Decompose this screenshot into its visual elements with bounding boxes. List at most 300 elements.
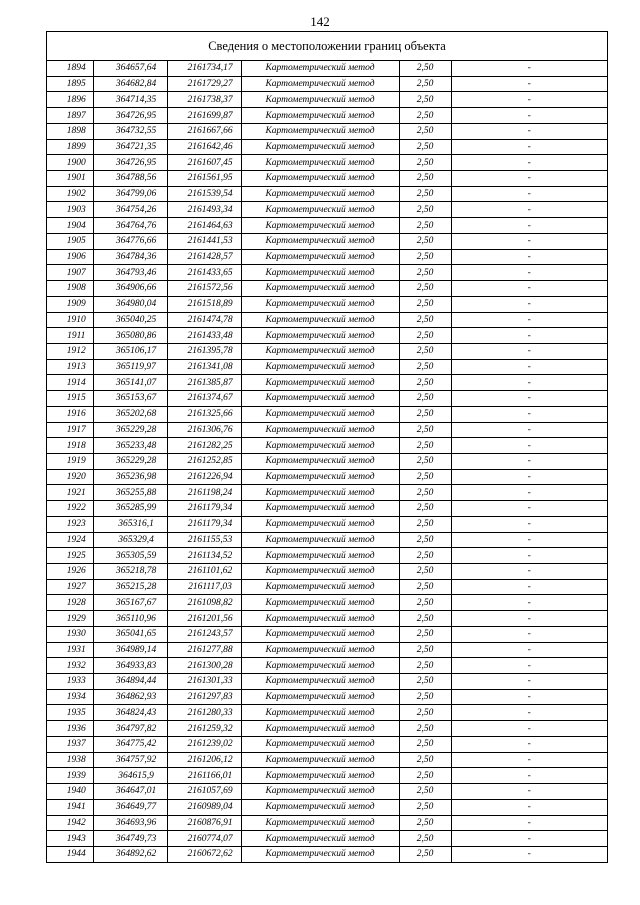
- table-row: [47, 485, 607, 501]
- accuracy-cell: 2,50: [399, 831, 451, 847]
- x-coordinate-cell: 365119,97: [93, 359, 167, 375]
- x-coordinate-cell: 365316,1: [93, 516, 167, 532]
- description-cell: -: [451, 752, 607, 768]
- description-cell: -: [451, 438, 607, 454]
- description-cell: -: [451, 155, 607, 171]
- method-cell: Картометрический метод: [241, 674, 399, 690]
- method-cell: Картометрический метод: [241, 61, 399, 76]
- y-coordinate-cell: 2161226,94: [167, 469, 241, 485]
- description-cell: -: [451, 611, 607, 627]
- accuracy-cell: 2,50: [399, 799, 451, 815]
- x-coordinate-cell: 365285,99: [93, 501, 167, 517]
- table-row: [47, 92, 607, 108]
- y-coordinate-cell: 2161179,34: [167, 516, 241, 532]
- method-cell: Картометрический метод: [241, 343, 399, 359]
- point-number-cell: 1931: [47, 642, 93, 658]
- point-number-cell: 1942: [47, 815, 93, 831]
- accuracy-cell: 2,50: [399, 422, 451, 438]
- method-cell: Картометрический метод: [241, 391, 399, 407]
- accuracy-cell: 2,50: [399, 61, 451, 76]
- table-row: [47, 658, 607, 674]
- accuracy-cell: 2,50: [399, 485, 451, 501]
- table-row: [47, 76, 607, 92]
- method-cell: Картометрический метод: [241, 689, 399, 705]
- description-cell: -: [451, 249, 607, 265]
- y-coordinate-cell: 2161572,56: [167, 281, 241, 297]
- point-number-cell: 1910: [47, 312, 93, 328]
- description-cell: -: [451, 799, 607, 815]
- y-coordinate-cell: 2161297,83: [167, 689, 241, 705]
- table-row: [47, 564, 607, 580]
- table-row: [47, 815, 607, 831]
- accuracy-cell: 2,50: [399, 453, 451, 469]
- x-coordinate-cell: 365329,4: [93, 532, 167, 548]
- x-coordinate-cell: 365110,96: [93, 611, 167, 627]
- y-coordinate-cell: 2161738,37: [167, 92, 241, 108]
- description-cell: -: [451, 453, 607, 469]
- description-cell: -: [451, 391, 607, 407]
- x-coordinate-cell: 364799,06: [93, 186, 167, 202]
- point-number-cell: 1919: [47, 453, 93, 469]
- accuracy-cell: 2,50: [399, 846, 451, 861]
- description-cell: -: [451, 831, 607, 847]
- section-title: Сведения о местоположении границ объекта: [47, 32, 607, 61]
- accuracy-cell: 2,50: [399, 281, 451, 297]
- x-coordinate-cell: 365167,67: [93, 595, 167, 611]
- description-cell: -: [451, 359, 607, 375]
- table-row: [47, 642, 607, 658]
- point-number-cell: 1933: [47, 674, 93, 690]
- method-cell: Картометрический метод: [241, 831, 399, 847]
- method-cell: Картометрический метод: [241, 768, 399, 784]
- point-number-cell: 1911: [47, 328, 93, 344]
- x-coordinate-cell: 365153,67: [93, 391, 167, 407]
- point-number-cell: 1922: [47, 501, 93, 517]
- accuracy-cell: 2,50: [399, 658, 451, 674]
- table-row: [47, 406, 607, 422]
- table-row: [47, 532, 607, 548]
- point-number-cell: 1913: [47, 359, 93, 375]
- accuracy-cell: 2,50: [399, 689, 451, 705]
- x-coordinate-cell: 364776,66: [93, 233, 167, 249]
- accuracy-cell: 2,50: [399, 516, 451, 532]
- y-coordinate-cell: 2161301,33: [167, 674, 241, 690]
- table-row: [47, 281, 607, 297]
- description-cell: -: [451, 815, 607, 831]
- y-coordinate-cell: 2161734,17: [167, 61, 241, 76]
- method-cell: Картометрический метод: [241, 611, 399, 627]
- point-number-cell: 1895: [47, 76, 93, 92]
- table-row: [47, 469, 607, 485]
- y-coordinate-cell: 2161441,53: [167, 233, 241, 249]
- method-cell: Картометрический метод: [241, 846, 399, 861]
- description-cell: -: [451, 76, 607, 92]
- x-coordinate-cell: 364615,9: [93, 768, 167, 784]
- method-cell: Картометрический метод: [241, 799, 399, 815]
- description-cell: -: [527, 849, 531, 860]
- x-coordinate-cell: 365040,25: [93, 312, 167, 328]
- method-cell: Картометрический метод: [241, 202, 399, 218]
- method-cell: Картометрический метод: [241, 375, 399, 391]
- description-cell: -: [451, 501, 607, 517]
- accuracy-cell: 2,50: [399, 611, 451, 627]
- description-cell: -: [451, 123, 607, 139]
- y-coordinate-cell: 2160989,04: [167, 799, 241, 815]
- y-coordinate-cell: 2161395,78: [167, 343, 241, 359]
- method-cell: Картометрический метод: [241, 171, 399, 187]
- point-number-cell: 1928: [47, 595, 93, 611]
- description-cell: -: [451, 469, 607, 485]
- table-row: [47, 438, 607, 454]
- description-cell: -: [451, 784, 607, 800]
- point-number-cell: 1902: [47, 186, 93, 202]
- accuracy-cell: 2,50: [399, 532, 451, 548]
- table-row: [47, 674, 607, 690]
- method-cell: Картометрический метод: [241, 658, 399, 674]
- point-number-cell: 1927: [47, 579, 93, 595]
- point-number-cell: 1944: [47, 846, 93, 861]
- table-row: [47, 249, 607, 265]
- method-cell: Картометрический метод: [241, 422, 399, 438]
- accuracy-cell: 2,50: [399, 92, 451, 108]
- method-cell: Картометрический метод: [241, 626, 399, 642]
- method-cell: Картометрический метод: [241, 328, 399, 344]
- description-cell: -: [451, 218, 607, 234]
- point-number-cell: 1901: [47, 171, 93, 187]
- table-row: [47, 501, 607, 517]
- method-cell: Картометрический метод: [241, 784, 399, 800]
- method-cell: Картометрический метод: [241, 92, 399, 108]
- description-cell: -: [451, 705, 607, 721]
- description-cell: -: [451, 375, 607, 391]
- description-cell: -: [451, 689, 607, 705]
- x-coordinate-cell: 364933,83: [93, 658, 167, 674]
- x-coordinate-cell: 365215,28: [93, 579, 167, 595]
- accuracy-cell: 2,50: [399, 375, 451, 391]
- point-number-cell: 1938: [47, 752, 93, 768]
- y-coordinate-cell: 2161607,45: [167, 155, 241, 171]
- accuracy-cell: 2,50: [399, 752, 451, 768]
- table-row: [47, 312, 607, 328]
- description-cell: -: [451, 202, 607, 218]
- y-coordinate-cell: 2161518,89: [167, 296, 241, 312]
- x-coordinate-cell: 365106,17: [93, 343, 167, 359]
- method-cell: Картометрический метод: [241, 548, 399, 564]
- accuracy-cell: 2,50: [399, 202, 451, 218]
- table-row: [47, 579, 607, 595]
- accuracy-cell: 2,50: [399, 626, 451, 642]
- x-coordinate-cell: 364784,36: [93, 249, 167, 265]
- table-row: [47, 626, 607, 642]
- x-coordinate-cell: 364657,64: [93, 61, 167, 76]
- y-coordinate-cell: 2160774,07: [167, 831, 241, 847]
- table-row: [47, 846, 607, 861]
- method-cell: Картометрический метод: [241, 642, 399, 658]
- accuracy-cell: 2,50: [399, 171, 451, 187]
- description-cell: -: [451, 265, 607, 281]
- accuracy-cell: 2,50: [399, 674, 451, 690]
- table-row: [47, 139, 607, 155]
- accuracy-cell: 2,50: [399, 815, 451, 831]
- point-number-cell: 1925: [47, 548, 93, 564]
- accuracy-cell: 2,50: [399, 579, 451, 595]
- table-row: [47, 171, 607, 187]
- y-coordinate-cell: 2161642,46: [167, 139, 241, 155]
- accuracy-cell: 2,50: [399, 595, 451, 611]
- method-cell: Картометрический метод: [241, 453, 399, 469]
- table-row: [47, 784, 607, 800]
- table-row: [47, 548, 607, 564]
- x-coordinate-cell: 364749,73: [93, 831, 167, 847]
- y-coordinate-cell: 2161239,02: [167, 736, 241, 752]
- method-cell: Картометрический метод: [241, 155, 399, 171]
- method-cell: Картометрический метод: [241, 312, 399, 328]
- table-row: [47, 375, 607, 391]
- method-cell: Картометрический метод: [241, 485, 399, 501]
- table-row: [47, 705, 607, 721]
- method-cell: Картометрический метод: [241, 108, 399, 124]
- y-coordinate-cell: 2161243,57: [167, 626, 241, 642]
- y-coordinate-cell: 2161464,63: [167, 218, 241, 234]
- x-coordinate-cell: 364989,14: [93, 642, 167, 658]
- method-cell: Картометрический метод: [241, 233, 399, 249]
- description-cell: -: [451, 312, 607, 328]
- point-number-cell: 1903: [47, 202, 93, 218]
- accuracy-cell: 2,50: [399, 548, 451, 564]
- method-cell: Картометрический метод: [241, 406, 399, 422]
- point-number-cell: 1935: [47, 705, 93, 721]
- point-number-cell: 1900: [47, 155, 93, 171]
- x-coordinate-cell: 364754,26: [93, 202, 167, 218]
- point-number-cell: 1904: [47, 218, 93, 234]
- point-number-cell: 1920: [47, 469, 93, 485]
- y-coordinate-cell: 2161277,88: [167, 642, 241, 658]
- y-coordinate-cell: 2161729,27: [167, 76, 241, 92]
- accuracy-cell: 2,50: [399, 768, 451, 784]
- point-number-cell: 1899: [47, 139, 93, 155]
- table-row: [47, 453, 607, 469]
- x-coordinate-cell: 365202,68: [93, 406, 167, 422]
- description-cell: -: [451, 548, 607, 564]
- y-coordinate-cell: 2161561,95: [167, 171, 241, 187]
- accuracy-cell: 2,50: [399, 438, 451, 454]
- method-cell: Картометрический метод: [241, 532, 399, 548]
- x-coordinate-cell: 365236,98: [93, 469, 167, 485]
- accuracy-cell: 2,50: [399, 218, 451, 234]
- description-cell: -: [451, 139, 607, 155]
- y-coordinate-cell: 2161306,76: [167, 422, 241, 438]
- point-number-cell: 1934: [47, 689, 93, 705]
- method-cell: Картометрический метод: [241, 438, 399, 454]
- description-cell: -: [451, 171, 607, 187]
- point-number-cell: 1923: [47, 516, 93, 532]
- page-number: 142: [310, 14, 330, 29]
- x-coordinate-cell: 364797,82: [93, 721, 167, 737]
- table-row: [47, 155, 607, 171]
- x-coordinate-cell: 364714,35: [93, 92, 167, 108]
- point-number-cell: 1937: [47, 736, 93, 752]
- x-coordinate-cell: 364682,84: [93, 76, 167, 92]
- accuracy-cell: 2,50: [399, 123, 451, 139]
- accuracy-cell: 2,50: [399, 233, 451, 249]
- method-cell: Картометрический метод: [241, 218, 399, 234]
- x-coordinate-cell: 364693,96: [93, 815, 167, 831]
- accuracy-cell: 2,50: [399, 108, 451, 124]
- coordinates-table: [47, 61, 607, 862]
- description-cell: -: [451, 595, 607, 611]
- y-coordinate-cell: 2161117,03: [167, 579, 241, 595]
- table-row: [47, 108, 607, 124]
- description-cell: -: [451, 328, 607, 344]
- method-cell: Картометрический метод: [241, 265, 399, 281]
- method-cell: Картометрический метод: [241, 516, 399, 532]
- accuracy-cell: 2,50: [399, 76, 451, 92]
- table-row: [47, 831, 607, 847]
- y-coordinate-cell: 2161201,56: [167, 611, 241, 627]
- point-number-cell: 1914: [47, 375, 93, 391]
- y-coordinate-cell: 2161259,32: [167, 721, 241, 737]
- table-row: [47, 799, 607, 815]
- description-cell: -: [451, 343, 607, 359]
- accuracy-cell: 2,50: [399, 186, 451, 202]
- point-number-cell: 1936: [47, 721, 93, 737]
- accuracy-cell: 2,50: [399, 249, 451, 265]
- table-row: [47, 391, 607, 407]
- table-row: [47, 736, 607, 752]
- accuracy-cell: 2,50: [399, 359, 451, 375]
- accuracy-cell: 2,50: [399, 642, 451, 658]
- x-coordinate-cell: 364788,56: [93, 171, 167, 187]
- description-cell: -: [451, 406, 607, 422]
- description-cell: -: [451, 658, 607, 674]
- point-number-cell: 1930: [47, 626, 93, 642]
- table-row: [47, 218, 607, 234]
- point-number-cell: 1907: [47, 265, 93, 281]
- table-row: [47, 296, 607, 312]
- y-coordinate-cell: 2160876,91: [167, 815, 241, 831]
- x-coordinate-cell: 365229,28: [93, 422, 167, 438]
- x-coordinate-cell: 364824,43: [93, 705, 167, 721]
- x-coordinate-cell: 364793,46: [93, 265, 167, 281]
- x-coordinate-cell: 364726,95: [93, 155, 167, 171]
- point-number-cell: 1929: [47, 611, 93, 627]
- accuracy-cell: 2,50: [399, 564, 451, 580]
- accuracy-cell: 2,50: [399, 391, 451, 407]
- accuracy-cell: 2,50: [399, 406, 451, 422]
- table-row: [47, 61, 607, 76]
- method-cell: Картометрический метод: [241, 501, 399, 517]
- method-cell: Картометрический метод: [241, 705, 399, 721]
- y-coordinate-cell: 2161155,53: [167, 532, 241, 548]
- y-coordinate-cell: 2161667,66: [167, 123, 241, 139]
- coordinates-sheet: [46, 31, 608, 863]
- table-row: [47, 752, 607, 768]
- x-coordinate-cell: 364862,93: [93, 689, 167, 705]
- description-cell: -: [451, 564, 607, 580]
- description-cell: -: [451, 296, 607, 312]
- y-coordinate-cell: 2161252,85: [167, 453, 241, 469]
- x-coordinate-cell: 364726,95: [93, 108, 167, 124]
- y-coordinate-cell: 2161428,57: [167, 249, 241, 265]
- table-row: [47, 422, 607, 438]
- x-coordinate-cell: 364732,55: [93, 123, 167, 139]
- description-cell: -: [451, 485, 607, 501]
- point-number-cell: 1906: [47, 249, 93, 265]
- method-cell: Картометрический метод: [241, 721, 399, 737]
- method-cell: Картометрический метод: [241, 123, 399, 139]
- point-number-cell: 1941: [47, 799, 93, 815]
- table-row: [47, 611, 607, 627]
- method-cell: Картометрический метод: [241, 736, 399, 752]
- y-coordinate-cell: 2161198,24: [167, 485, 241, 501]
- x-coordinate-cell: 364721,35: [93, 139, 167, 155]
- method-cell: Картометрический метод: [241, 595, 399, 611]
- method-cell: Картометрический метод: [241, 249, 399, 265]
- point-number-cell: 1924: [47, 532, 93, 548]
- y-coordinate-cell: 2161433,48: [167, 328, 241, 344]
- accuracy-cell: 2,50: [399, 155, 451, 171]
- x-coordinate-cell: 365305,59: [93, 548, 167, 564]
- description-cell: -: [451, 579, 607, 595]
- y-coordinate-cell: 2161374,67: [167, 391, 241, 407]
- table-row: [47, 595, 607, 611]
- description-cell: -: [451, 233, 607, 249]
- y-coordinate-cell: 2161101,62: [167, 564, 241, 580]
- accuracy-cell: 2,50: [399, 328, 451, 344]
- x-coordinate-cell: 365229,28: [93, 453, 167, 469]
- x-coordinate-cell: 364906,66: [93, 281, 167, 297]
- method-cell: Картометрический метод: [241, 281, 399, 297]
- y-coordinate-cell: 2161474,78: [167, 312, 241, 328]
- method-cell: Картометрический метод: [241, 564, 399, 580]
- accuracy-cell: 2,50: [399, 343, 451, 359]
- accuracy-cell: 2,50: [399, 312, 451, 328]
- point-number-cell: 1943: [47, 831, 93, 847]
- y-coordinate-cell: 2161206,12: [167, 752, 241, 768]
- description-cell: -: [451, 186, 607, 202]
- point-number-cell: 1921: [47, 485, 93, 501]
- point-number-cell: 1909: [47, 296, 93, 312]
- description-cell: -: [451, 642, 607, 658]
- x-coordinate-cell: 365041,65: [93, 626, 167, 642]
- table-row: [47, 689, 607, 705]
- y-coordinate-cell: 2161282,25: [167, 438, 241, 454]
- point-number-cell: 1918: [47, 438, 93, 454]
- table-row: [47, 516, 607, 532]
- y-coordinate-cell: 2161539,54: [167, 186, 241, 202]
- method-cell: Картометрический метод: [241, 579, 399, 595]
- method-cell: Картометрический метод: [241, 752, 399, 768]
- accuracy-cell: 2,50: [399, 736, 451, 752]
- description-cell: -: [451, 516, 607, 532]
- y-coordinate-cell: 2161325,66: [167, 406, 241, 422]
- point-number-cell: 1905: [47, 233, 93, 249]
- method-cell: Картометрический метод: [241, 815, 399, 831]
- x-coordinate-cell: 364764,76: [93, 218, 167, 234]
- accuracy-cell: 2,50: [399, 721, 451, 737]
- description-cell: -: [451, 61, 607, 76]
- description-cell: -: [451, 532, 607, 548]
- method-cell: Картометрический метод: [241, 296, 399, 312]
- accuracy-cell: 2,50: [399, 784, 451, 800]
- point-number-cell: 1917: [47, 422, 93, 438]
- description-cell: -: [451, 736, 607, 752]
- y-coordinate-cell: 2161385,87: [167, 375, 241, 391]
- point-number-cell: 1894: [47, 61, 93, 76]
- y-coordinate-cell: 2161134,52: [167, 548, 241, 564]
- table-row: [47, 123, 607, 139]
- method-cell: Картометрический метод: [241, 76, 399, 92]
